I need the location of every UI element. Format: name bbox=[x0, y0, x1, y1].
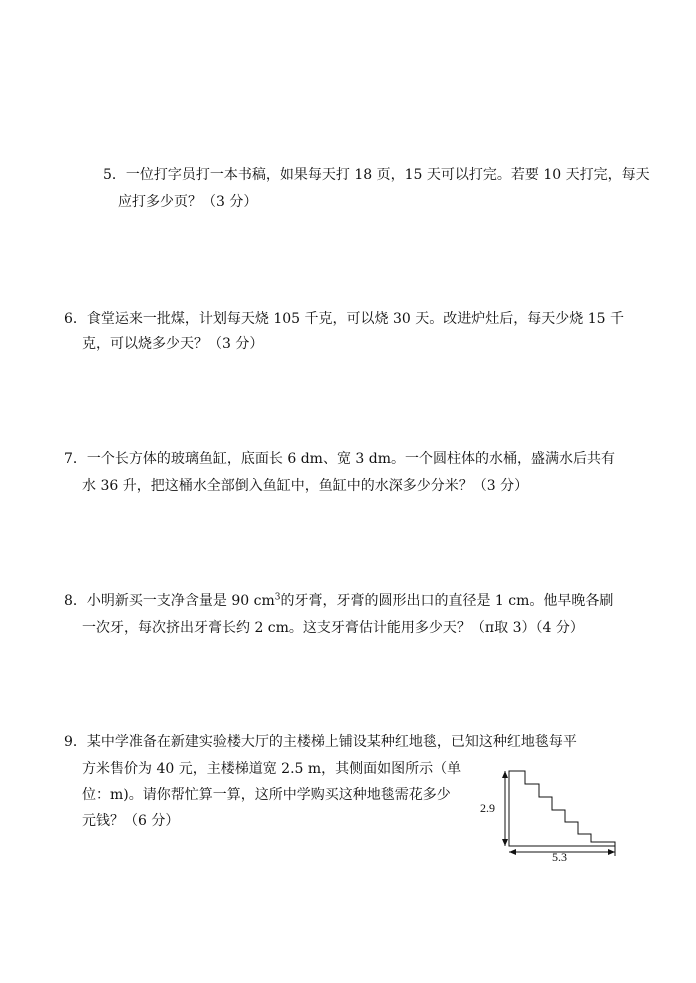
problem-8-line-1-start: 8．小明新买一支净含量是 90 cm bbox=[64, 593, 275, 609]
problem-5-line-1: 5．一位打字员打一本书稿，如果每天打 18 页，15 天可以打完。若要 10 天打完，每天 bbox=[103, 167, 650, 183]
problem-9-line-4: 元钱？（6 分） bbox=[82, 813, 180, 829]
problem-9-line-3: 位：m)。请你帮忙算一算，这所中学购买这种地毯需花多少 bbox=[82, 787, 451, 803]
problem-8-line-1 bbox=[64, 592, 613, 610]
width-label: 5.3 bbox=[552, 850, 567, 864]
staircase-outline bbox=[509, 771, 615, 846]
problem-5-line-2: 应打多少页？（3 分） bbox=[118, 194, 258, 210]
problem-6-line-2: 克，可以烧多少天？（3 分） bbox=[82, 336, 264, 352]
width-arrow-right bbox=[608, 849, 615, 855]
height-arrow-bottom bbox=[502, 839, 508, 846]
problem-9-line-1: 9．某中学准备在新建实验楼大厅的主楼梯上铺设某种红地毯，已知这种红地毯每平 bbox=[64, 734, 577, 750]
problem-8-line-2: 一次牙，每次挤出牙膏长约 2 cm。这支牙膏估计能用多少天？（π取 3）（4 分） bbox=[82, 620, 584, 636]
cubic-superscript: 3 bbox=[274, 592, 281, 603]
problem-6-line-1: 6．食堂运来一批煤，计划每天烧 105 千克，可以烧 30 天。改进炉灶后，每天少烧 15 千 bbox=[64, 311, 624, 327]
height-arrow-top bbox=[502, 771, 508, 778]
problem-9-line-2: 方米售价为 40 元，主楼梯道宽 2.5 m，其侧面如图所示（单 bbox=[82, 761, 462, 777]
height-label: 2.9 bbox=[480, 801, 495, 815]
problem-7-line-2: 水 36 升，把这桶水全部倒入鱼缸中，鱼缸中的水深多少分米？（3 分） bbox=[82, 478, 529, 494]
staircase-figure bbox=[475, 764, 635, 864]
problem-7-line-1: 7．一个长方体的玻璃鱼缸，底面长 6 dm、宽 3 dm。一个圆柱体的水桶，盛满水后共有 bbox=[64, 451, 615, 467]
problem-8-line-1-end: 的牙膏，牙膏的圆形出口的直径是 1 cm。他早晚各刷 bbox=[280, 593, 614, 609]
width-arrow-left bbox=[509, 849, 516, 855]
